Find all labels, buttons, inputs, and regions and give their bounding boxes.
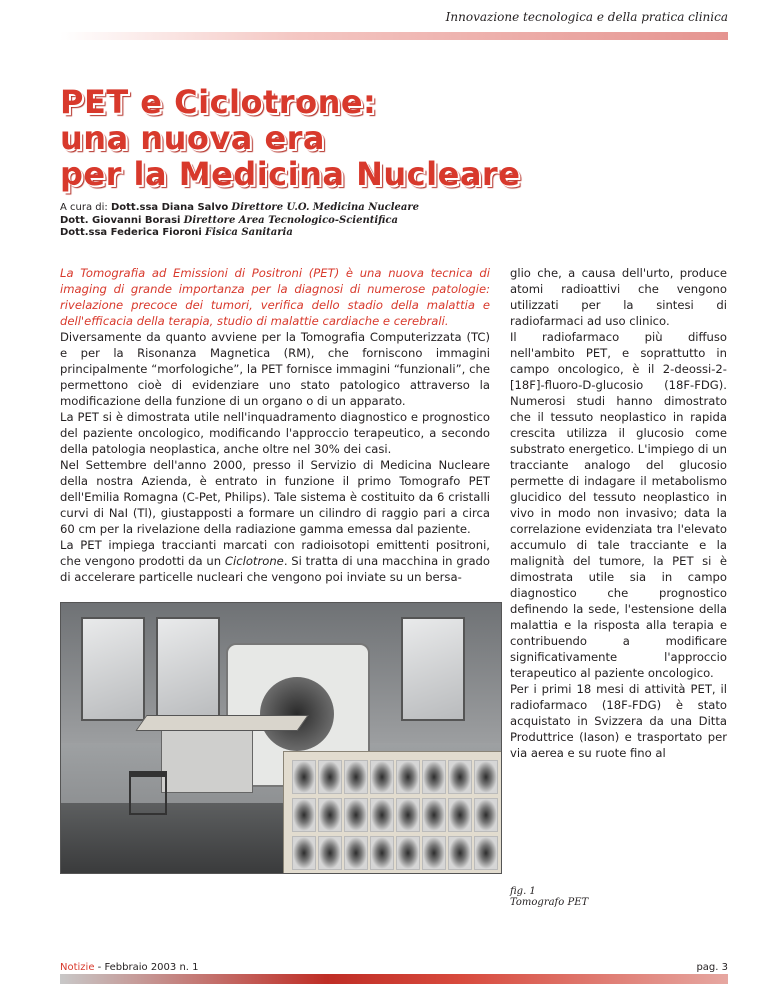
scan-image [292,760,316,794]
article-lede: La Tomografia ad Emissioni di Positroni (PET) è una nuova tecnica di imaging di grande importanza per la diagnosi di numerose patologie: rivelazione precoce dei tumori, verifica dello stadio della malattia e dell'efficacia della terapia, studio di malattie cardiache e cerebrali. [60,266,490,328]
scan-image [396,836,420,870]
paragraph: Il radiofarmaco più diffuso nell'ambito PET, e soprattutto in campo oncologico, è il 2-deossi-2-[18F]-fluoro-D-glucosio (18F-FDG). Numerosi studi hanno dimostrato che il tessuto neoplastico in rapida crescita utilizza il glucosio come substrato energetico. L'impiego di un tracciante analogo del glucosio permette di indagare il metabolismo glucidico del tessuto neoplastico in vivo in modo non invasivo; data la correlazione evidenziata tra l'elevato accumulo di tale tracciante e la malignità del tumore, la PET si è dimostrata utile sia in campo diagnostico che prognostico definendo la sede, l'estensione della malattia e la risposta alla terapia e contribuendo a modificare significativamente l'approccio terapeutico al paziente oncologico. [510,330,727,680]
title-line-2: una nuova era [60,119,326,157]
scan-images-inset [283,751,502,874]
scan-image [370,836,394,870]
paragraph-text: La PET impiega traccianti marcati con radioisotopi emittenti positroni, che vengono prodotti da un [60,538,490,568]
paragraph [60,537,490,585]
emphasis-text: Ciclotrone [224,554,284,568]
scan-image [292,798,316,832]
footer-publication [60,962,203,973]
patient-table [135,715,308,731]
section-header: Innovazione tecnologica e della pratica clinica [445,10,728,24]
title-line-3: per la Medicina Nucleare [60,155,521,193]
scan-image [422,798,446,832]
author-name: Dott. Giovanni Borasi [60,214,181,226]
paragraph: Diversamente da quanto avviene per la Tomografia Computerizzata (TC) e per la Risonanza Magnetica (RM), che forniscono immagini principalmente “morfologiche”, la PET fornisce immagini “funzionali”, che permettono cioè di evidenziare uno stato patologico attraverso la modificazione della funzione di un organo o di un apparato. [60,330,490,408]
room-window [401,617,465,721]
scan-image [344,798,368,832]
scan-image [318,836,342,870]
scan-image [474,836,498,870]
scan-image [448,798,472,832]
paragraph: glio che, a causa dell'urto, produce atomi radioattivi che vengono utilizzati per la sintesi di radiofarmaci ad uso clinico. [510,266,727,328]
title-line-1: PET e Ciclotrone: [60,83,377,121]
scan-image [344,760,368,794]
scan-image [422,836,446,870]
footer-brand: Notizie [60,962,95,973]
stool [129,771,167,815]
paragraph: Per i primi 18 mesi di attività PET, il radiofarmaco (18F-FDG) è stato acquistato in Svizzera da una Ditta Produttrice (Iason) e trasportato per via aerea e su ruote fino al [510,682,727,760]
scan-image [318,798,342,832]
scanner-bore [260,677,334,751]
author-name: Dott.ssa Diana Salvo [110,202,229,213]
author-role: Direttore U.O. Medicina Nucleare [231,202,420,213]
pet-scanner-photo [60,602,502,874]
article-title [60,84,520,192]
scan-image [344,836,368,870]
scan-image [474,798,498,832]
author-role: Direttore Area Tecnologico-Scientifica [183,214,398,226]
paragraph: Nel Settembre dell'anno 2000, presso il Servizio di Medicina Nucleare della nostra Azienda, è entrato in funzione il primo Tomografo PET dell'Emilia Romagna (C-Pet, Philips). Tale sistema è costituito da 6 cristalli curvi di NaI (Tl), giustapposti a formare un cilindro di raggio pari a circa 60 cm per la rivelazione della radiazione gamma emessa dal paziente. [60,458,490,536]
author-name: Dott.ssa Federica Fioroni [60,227,202,238]
scan-image [370,760,394,794]
scan-image [474,760,498,794]
scan-image [318,760,342,794]
scan-image [292,836,316,870]
footer-rule [60,974,728,984]
paragraph: La PET si è dimostrata utile nell'inquadramento diagnostico e prognostico del paziente oncologico, modificando l'approccio terapeutico, a secondo della patologia neoplastica, anche oltre nel 30% dei casi. [60,410,490,456]
figure-caption-text: Tomografo PET [510,897,589,908]
body-column-2 [510,265,727,761]
authors-prefix: A cura di: [60,202,108,213]
patient-table-base [161,729,253,793]
author-block [60,202,419,240]
figure-caption [510,886,588,908]
scan-image [448,760,472,794]
room-window [81,617,145,721]
body-column-1 [60,265,490,585]
header-rule [60,32,728,40]
scan-image [422,760,446,794]
figure-label: fig. 1 [510,886,536,897]
scan-image [396,760,420,794]
scan-image [396,798,420,832]
scan-image [448,836,472,870]
author-role: Fisica Sanitaria [205,227,293,238]
page-number: pag. 3 [690,962,728,973]
room-window [156,617,220,721]
scan-image [370,798,394,832]
footer-issue: - Febbraio 2003 n. 1 [94,962,199,973]
paragraph-text: . Si tratta di una macchina in grado di accelerare particelle nucleari che vengono poi inviate su un bersa- [60,554,490,584]
